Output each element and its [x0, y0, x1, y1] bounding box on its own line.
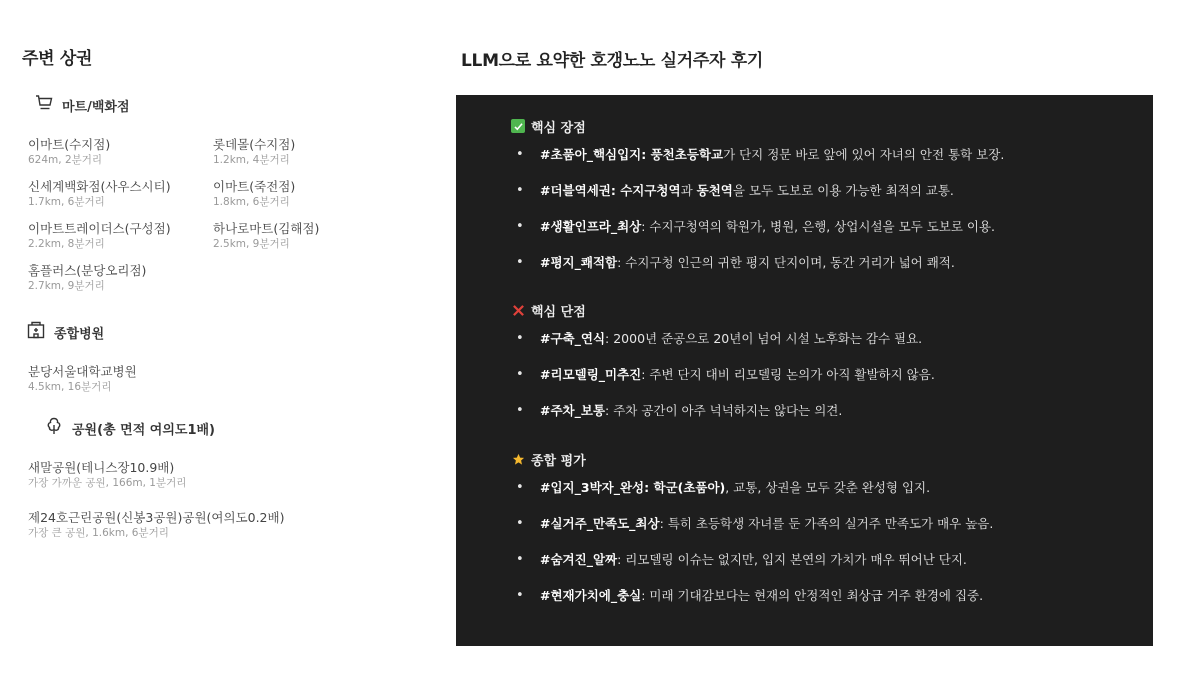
- cons-list: [511, 321, 1153, 429]
- review-summary-panel: [456, 95, 1153, 646]
- place-name: 제24호근린공원(신봉3공원)공원(여의도0.2배): [28, 510, 285, 525]
- list-item[interactable]: [213, 178, 398, 209]
- tag-bold: #리모델링_미추진: [540, 367, 642, 382]
- tag-text: : 주차 공간이 아주 넉넉하지는 않다는 의견.: [605, 403, 843, 418]
- list-item[interactable]: [28, 136, 213, 167]
- tag-text: 가 단지 정문 바로 앞에 있어 자녀의 안전 통학 보장.: [723, 147, 1005, 162]
- category-hospital-heading: [26, 320, 422, 344]
- place-name: 롯데몰(수지점): [213, 137, 296, 152]
- tag-bold: #생활인프라_최상: [540, 219, 642, 234]
- check-mark-icon: [511, 119, 525, 133]
- tag-bold: #숨겨진_알짜: [540, 552, 618, 567]
- tag-bold: #더블역세권: 수지구청역: [540, 183, 681, 198]
- cons-heading: [511, 299, 1153, 321]
- place-name: 신세계백화점(사우스시티): [28, 179, 171, 194]
- shopping-cart-icon: [34, 93, 54, 117]
- category-mart-label: 마트/백화점: [62, 99, 130, 115]
- list-item[interactable]: [28, 178, 213, 209]
- list-item: [511, 137, 1153, 173]
- tag-bold: #실거주_만족도_최상: [540, 516, 660, 531]
- list-item: [511, 578, 1153, 614]
- cons-heading-label: 핵심 단점: [531, 304, 586, 320]
- list-item: [511, 321, 1153, 357]
- tag-text: : 미래 기대감보다는 현재의 안정적인 최상급 거주 환경에 집중.: [641, 588, 984, 603]
- place-name: 홈플러스(분당오리점): [28, 263, 147, 278]
- place-name: 이마트(수지점): [28, 137, 111, 152]
- mart-list: [28, 136, 422, 304]
- category-hospital-label: 종합병원: [54, 326, 105, 342]
- list-item[interactable]: [213, 136, 398, 167]
- hospital-list: [28, 363, 422, 394]
- place-name: 새말공원(테니스장10.9배): [28, 460, 175, 475]
- tree-icon: [44, 416, 64, 440]
- section-title-nearby: 주변 상권: [22, 49, 93, 69]
- tag-bold: #입지_3박자_완성: 학군(초품아): [540, 480, 726, 495]
- tag-bold: #평지_쾌적함: [540, 255, 618, 270]
- tag-text: 을 모두 도보로 이용 가능한 최적의 교통.: [732, 183, 954, 198]
- tag-text: 과: [680, 183, 697, 198]
- tag-text: : 수지구청역의 학원가, 병원, 은행, 상업시설을 모두 도보로 이용.: [641, 219, 996, 234]
- tag-text: : 주변 단지 대비 리모델링 논의가 아직 활발하지 않음.: [641, 367, 935, 382]
- list-item: [511, 209, 1153, 245]
- cross-mark-icon: [511, 303, 525, 317]
- place-distance: 1.8km, 6분거리: [213, 196, 290, 208]
- place-name: 이마트트레이더스(구성점): [28, 221, 171, 236]
- nearby-commerce-section: [22, 44, 422, 551]
- place-distance: 가장 가까운 공원, 166m, 1분거리: [28, 477, 187, 489]
- tag-text: : 수지구청 인근의 귀한 평지 단지이며, 동간 거리가 넓어 쾌적.: [617, 255, 955, 270]
- list-item[interactable]: [28, 262, 213, 293]
- place-distance: 1.2km, 4분거리: [213, 154, 290, 166]
- list-item[interactable]: [213, 220, 398, 251]
- park-list: [28, 459, 422, 540]
- list-item[interactable]: [28, 220, 213, 251]
- tag-text: : 특히 초등학생 자녀를 둔 가족의 실거주 만족도가 매우 높음.: [659, 516, 994, 531]
- tag-bold: #현재가치에_충실: [540, 588, 642, 603]
- review-summary-title: LLM으로 요약한 호갱노노 실거주자 후기: [461, 51, 763, 71]
- category-park-heading: [44, 416, 422, 440]
- category-park-label: 공원(총 면적 여의도1배): [72, 422, 216, 438]
- place-name: 이마트(죽전점): [213, 179, 296, 194]
- tag-text: , 교통, 상권을 모두 갖춘 완성형 입지.: [725, 480, 931, 495]
- list-item: [511, 470, 1153, 506]
- list-item: [511, 245, 1153, 281]
- summary-heading-label: 종합 평가: [531, 453, 586, 469]
- tag-text: : 2000년 준공으로 20년이 넘어 시설 노후화는 감수 필요.: [605, 331, 923, 346]
- place-distance: 624m, 2분거리: [28, 154, 103, 166]
- tag-bold: #주차_보통: [540, 403, 606, 418]
- tag-bold: #초품아_핵심입지: 풍천초등학교: [540, 147, 724, 162]
- list-item: [511, 393, 1153, 429]
- star-icon: [511, 452, 525, 466]
- list-item: [511, 506, 1153, 542]
- list-item: [511, 173, 1153, 209]
- category-mart: [22, 93, 422, 304]
- place-distance: 4.5km, 16분거리: [28, 381, 112, 393]
- place-distance: 2.7km, 9분거리: [28, 280, 105, 292]
- summary-heading: [511, 448, 1153, 470]
- pros-heading: [511, 115, 1153, 137]
- tag-bold: #구축_연식: [540, 331, 606, 346]
- place-distance: 2.5km, 9분거리: [213, 238, 290, 250]
- summary-list: [511, 470, 1153, 614]
- place-distance: 가장 큰 공원, 1.6km, 6분거리: [28, 527, 169, 539]
- hospital-icon: [26, 320, 46, 344]
- place-name: 하나로마트(김해점): [213, 221, 320, 236]
- list-item: [511, 357, 1153, 393]
- tag-text: : 리모델링 이슈는 없지만, 입지 본연의 가치가 매우 뛰어난 단지.: [617, 552, 967, 567]
- pros-list: [511, 137, 1153, 281]
- pros-heading-label: 핵심 장점: [531, 120, 586, 136]
- list-item[interactable]: [28, 363, 422, 394]
- category-hospital: [22, 320, 422, 394]
- category-park: [22, 416, 422, 540]
- list-item[interactable]: [28, 459, 422, 490]
- place-distance: 2.2km, 8분거리: [28, 238, 105, 250]
- category-mart-heading: [34, 93, 422, 117]
- place-distance: 1.7km, 6분거리: [28, 196, 105, 208]
- list-item[interactable]: [28, 509, 422, 540]
- place-name: 분당서울대학교병원: [28, 364, 137, 379]
- tag-bold: 동천역: [696, 183, 733, 198]
- list-item: [511, 542, 1153, 578]
